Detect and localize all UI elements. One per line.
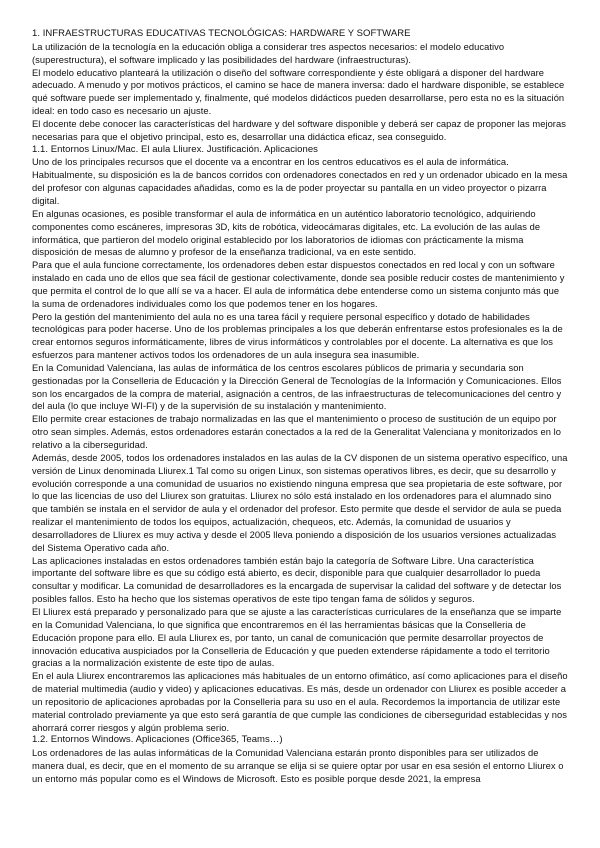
- section-heading: 1.1. Entornos Linux/Mac. El aula Lliurex. Justificación. Aplicaciones: [32, 143, 318, 155]
- document-body: [32, 28, 568, 786]
- paragraph: Uno de los principales recursos que el docente va a encontrar en los centros educativos es el aula de informática. Habitualmente, su disposición es la de bancos corridos con ordenadores conectados en red y un ordenador ubicado en la mesa del profesor con algunas capacidades añadidas, como es la de poder proyectar su pantalla en un video proyector o pizarra digital.: [32, 157, 568, 206]
- paragraph: El modelo educativo planteará la utilización o diseño del software correspondiente y éste obligará a disponer del hardware adecuado. A menudo y por motivos prácticos, el camino se hace de manera inversa: dado el hardware disponible, se establece qué software puede ser implementado y, finalmente, qué modelos didácticos pueden desarrollarse, pero esta no es la situación ideal: en todo caso es necesario un ajuste.: [32, 67, 565, 117]
- paragraph: Los ordenadores de las aulas informáticas de la Comunidad Valenciana estarán pronto disponibles para ser utilizados de manera dual, es decir, que en el momento de su arranque se elija si se quiere optar por usar en esa sesión el entorno Lliurex o un entorno más popular como es el Windows de Microsoft. Esto es posible porque desde 2021, la empresa: [32, 748, 564, 784]
- paragraph: En el aula Lliurex encontraremos las aplicaciones más habituales de un entorno ofimático, así como aplicaciones para el diseño de material multimedia (audio y video) y aplicaciones educativas. Es más, desde un ordenador con Lliurex es posible acceder a un repositorio de aplicaciones aprobadas por la Conselleria para su uso en el aula. Recordemos la importancia de utilizar este material controlado previamente ya que esto será garantía de que cumple las condiciones de ciberseguridad establecidas y nos ahorrará correr riesgos y algún problema serio.: [32, 671, 568, 733]
- paragraph: En la Comunidad Valenciana, las aulas de informática de los centros escolares públicos de primaria y secundaria son gestionadas por la Conselleria de Educación y la Dirección General de Tecnologías de la Información y Comunicaciones. Ellos son los encargados de la compra de material, asignación a centros, de las infraestructuras de telecomunicaciones del centro y del aula (lo que incluye WI-FI) y de la supervisión de su instalación y mantenimiento.: [32, 362, 562, 412]
- paragraph: Para que el aula funcione correctamente, los ordenadores deben estar dispuestos conectados en red local y con un software instalado en cada uno de ellos que sea fácil de gestionar colectivamente, donde sea posible reducir costes de mantenimiento y que permita el control de lo que allí se va a hacer. El aula de informática debe entenderse como un sistema conjunto más que la suma de ordenadores individuales como los que podemos tener en los hogares.: [32, 260, 565, 309]
- section-heading: 1.2. Entornos Windows. Aplicaciones (Office365, Teams…): [32, 734, 283, 746]
- paragraph: El Lliurex está preparado y personalizado para que se ajuste a las características curriculares de la enseñanza que se imparte en la Comunidad Valenciana, lo que significa que encontraremos en él las herramientas básicas que la Conselleria de Educación propone para ello. El aula Lliurex es, por tanto, un canal de comunicación que permite desarrollar proyectos de innovación educativa auspiciados por la Conselleria de Educación y que pueden extenderse rápidamente a todo el territorio gracias a la normalización existente de este tipo de aulas.: [32, 606, 562, 669]
- section-heading: 1. INFRAESTRUCTURAS EDUCATIVAS TECNOLÓGICAS: HARDWARE Y SOFTWARE: [32, 28, 411, 39]
- paragraph: La utilización de la tecnología en la educación obliga a considerar tres aspectos necesarios: el modelo educativo (superestructura), el software implicado y las posibilidades del hardware (infraestructuras).: [32, 41, 505, 65]
- paragraph: En algunas ocasiones, es posible transformar el aula de informática en un auténtico laboratorio tecnológico, adquiriendo componentes como escáneres, impresoras 3D, kits de robótica, videocámaras digitales, etc. La evolución de las aulas de informática, que partieron del modelo original establecido por los laboratorios de idiomas con prácticamente la misma disposición de mesas de alumno y profesor de la enseñanza tradicional, va en este sentido.: [32, 208, 541, 258]
- paragraph: Ello permite crear estaciones de trabajo normalizadas en las que el mantenimiento o proceso de sustitución de un equipo por otro sean simples. Además, estos ordenadores estarán conectados a la red de la Generalitat Valenciana y monitorizados en lo relativo a la ciberseguridad.: [32, 414, 562, 450]
- paragraph: El docente debe conocer las características del hardware y del software disponible y deberá ser capaz de proponer las mejoras necesarias para que el objetivo principal, esto es, desarrollar una didáctica eficaz, sea conseguido.: [32, 118, 566, 142]
- paragraph: Pero la gestión del mantenimiento del aula no es una tarea fácil y requiere personal específico y dotado de habilidades tecnológicas para poder hacerse. Uno de los problemas principales a los que deberán enfrentarse estos profesionales es la de crear entornos seguros informáticamente, libres de virus informáticos y controlables por el docente. La alternativa es que los esfuerzos para mantener activos todos los ordenadores de un aula insegura sea inasumible.: [32, 311, 563, 361]
- paragraph: Además, desde 2005, todos los ordenadores instalados en las aulas de la CV disponen de un sistema operativo específico, una versión de Linux denominada Lliurex.1 Tal como su origen Linux, son sistemas operativos libres, es decir, que su desarrollo y evolución corresponde a una comunidad de usuarios no existiendo ninguna empresa que sea propietaria de este software, por lo que las licencias de uso del Lliurex son gratuitas. Lliurex no sólo está instalado en los ordenadores para el alumnado sino que también se instala en el servidor de aula y el ordenador del profesor. Esto permite que desde el servidor de aula se pueda realizar el mantenimiento de todos los equipos, actualización, chequeos, etc. Además, la comunidad de usuarios y desarrolladores de Lliurex es muy activa y desde el 2005 lleva poniendo a disposición de los usuarios versiones actualizadas del Sistema Operativo cada año.: [32, 452, 568, 553]
- paragraph: Las aplicaciones instaladas en estos ordenadores también están bajo la categoría de Software Libre. Una característica importante del software libre es que su código está abierto, es decir, disponible para que cualquier desarrollador lo pueda consultar y modificar. La comunidad de desarrolladores es la encargada de supervisar la calidad del software y de detectar los posibles fallos. Esto ha hecho que los sistemas operativos de este tipo tengan fama de sólidos y seguros.: [32, 555, 562, 605]
